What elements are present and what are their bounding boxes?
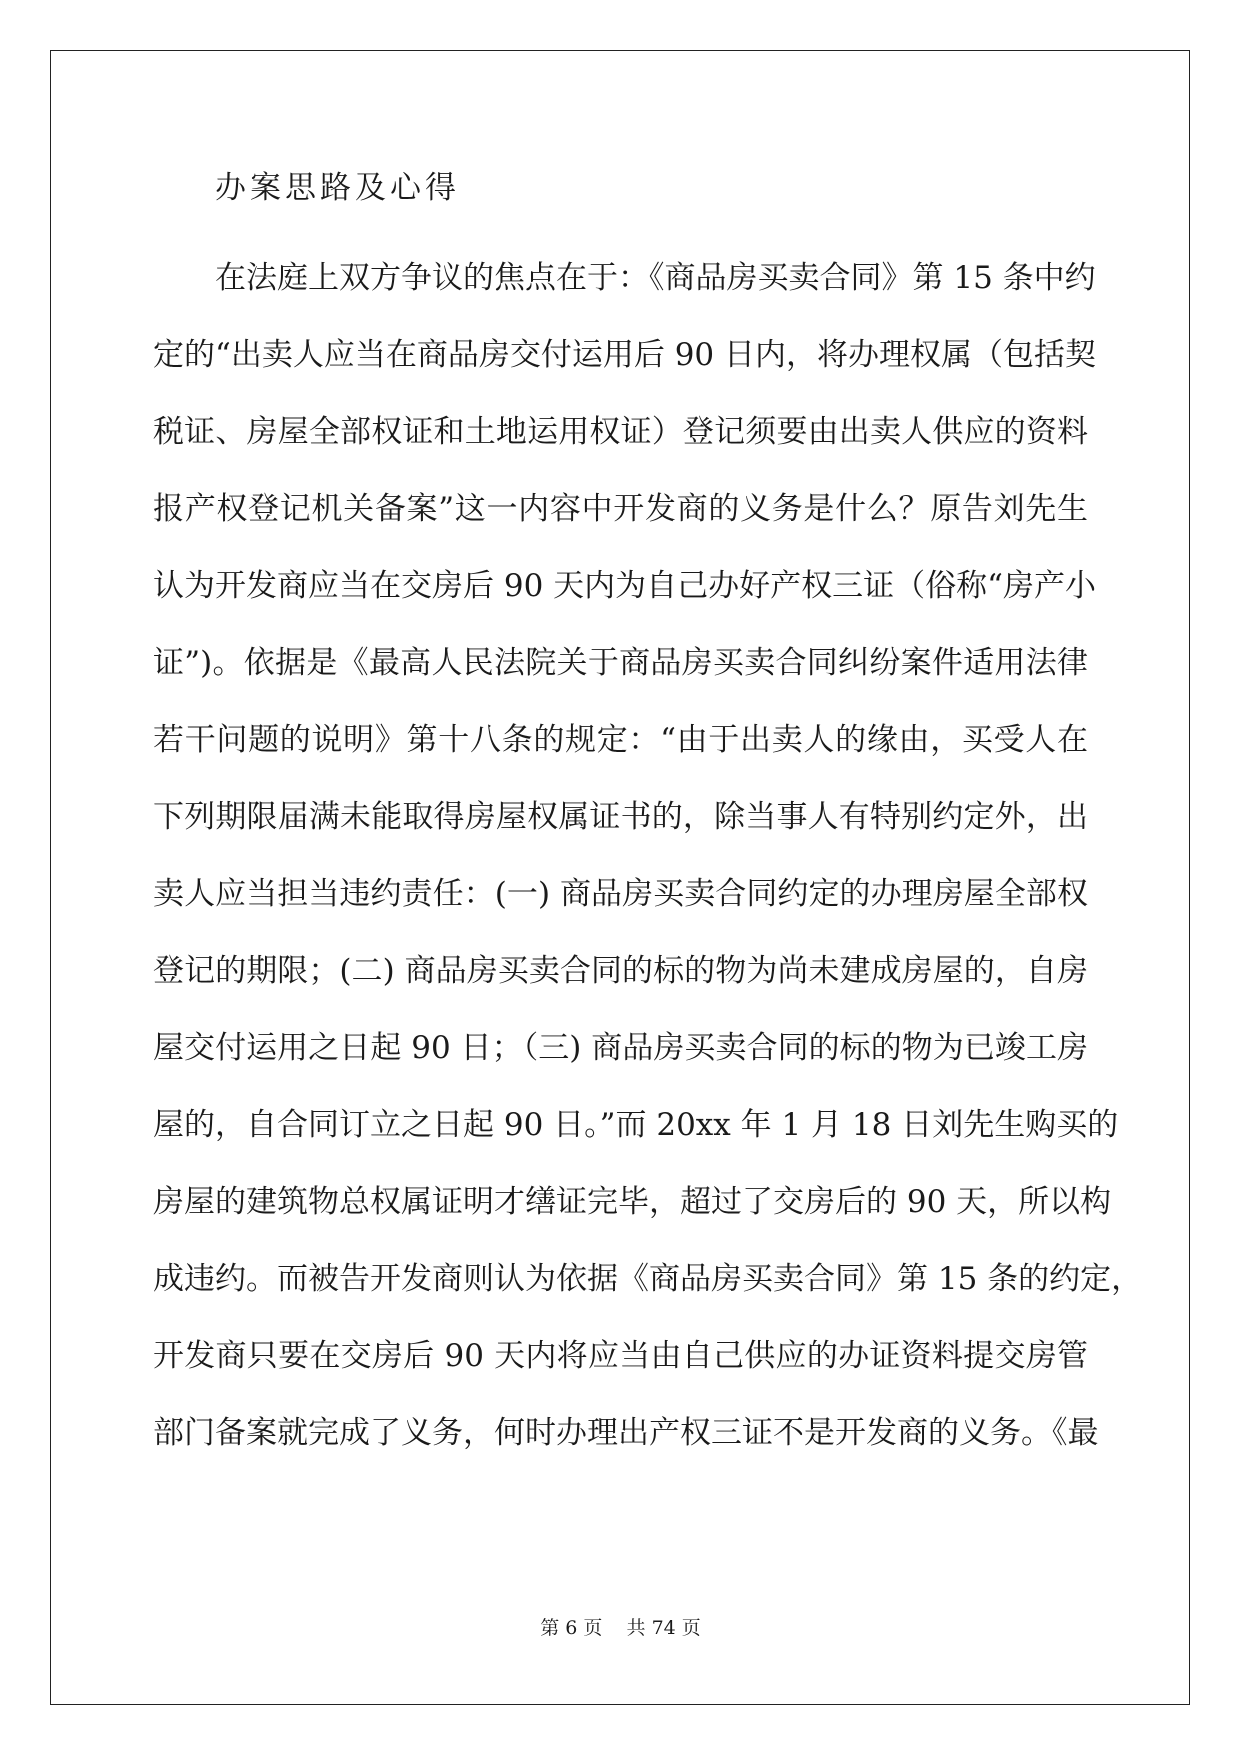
text-line: 在法庭上双方争议的焦点在于：《商品房买卖合同》第 15 条中约	[215, 260, 1096, 296]
document-body	[153, 163, 1143, 1472]
text-line: 定的“出卖人应当在商品房交付运用后 90 日内，将办理权属（包括契	[153, 337, 1096, 373]
text-line: 下列期限届满未能取得房屋权属证书的，除当事人有特别约定外，出	[153, 799, 1088, 835]
text-line: 房屋的建筑物总权属证明才缮证完毕，超过了交房后的 90 天，所以构	[153, 1184, 1112, 1220]
page-total: 共 74 页	[626, 1617, 701, 1639]
text-line: 税证、房屋全部权证和土地运用权证）登记须要由出卖人供应的资料	[153, 414, 1088, 450]
text-line: 若干问题的说明》第十八条的规定：“由于出卖人的缘由，买受人在	[153, 722, 1088, 758]
text-line: 屋交付运用之日起 90 日；（三) 商品房买卖合同的标的物为已竣工房	[153, 1030, 1088, 1066]
text-line: 开发商只要在交房后 90 天内将应当由自己供应的办证资料提交房管	[153, 1338, 1088, 1374]
page-number: 第 6 页	[540, 1617, 603, 1639]
section-heading: 办案思路及心得	[215, 170, 460, 206]
text-line: 部门备案就完成了义务，何时办理出产权三证不是开发商的义务。《最	[153, 1415, 1099, 1451]
text-line: 卖人应当担当违约责任：(一) 商品房买卖合同约定的办理房屋全部权	[153, 876, 1088, 912]
text-line: 屋的，自合同订立之日起 90 日。”而 20xx 年 1 月 18 日刘先生购买的	[153, 1107, 1119, 1143]
text-line: 成违约。而被告开发商则认为依据《商品房买卖合同》第 15 条的约定，	[153, 1261, 1143, 1297]
text-line: 证”)。依据是《最高人民法院关于商品房买卖合同纠纷案件适用法律	[153, 645, 1088, 681]
paragraph	[153, 240, 1143, 1472]
text-line: 登记的期限；(二) 商品房买卖合同的标的物为尚未建成房屋的，自房	[153, 953, 1088, 989]
text-line: 报产权登记机关备案”这一内容中开发商的义务是什么？原告刘先生	[153, 491, 1088, 527]
page-footer	[0, 1613, 1241, 1640]
text-line: 认为开发商应当在交房后 90 天内为自己办好产权三证（俗称“房产小	[153, 568, 1096, 604]
footer-spacer	[602, 1617, 626, 1639]
